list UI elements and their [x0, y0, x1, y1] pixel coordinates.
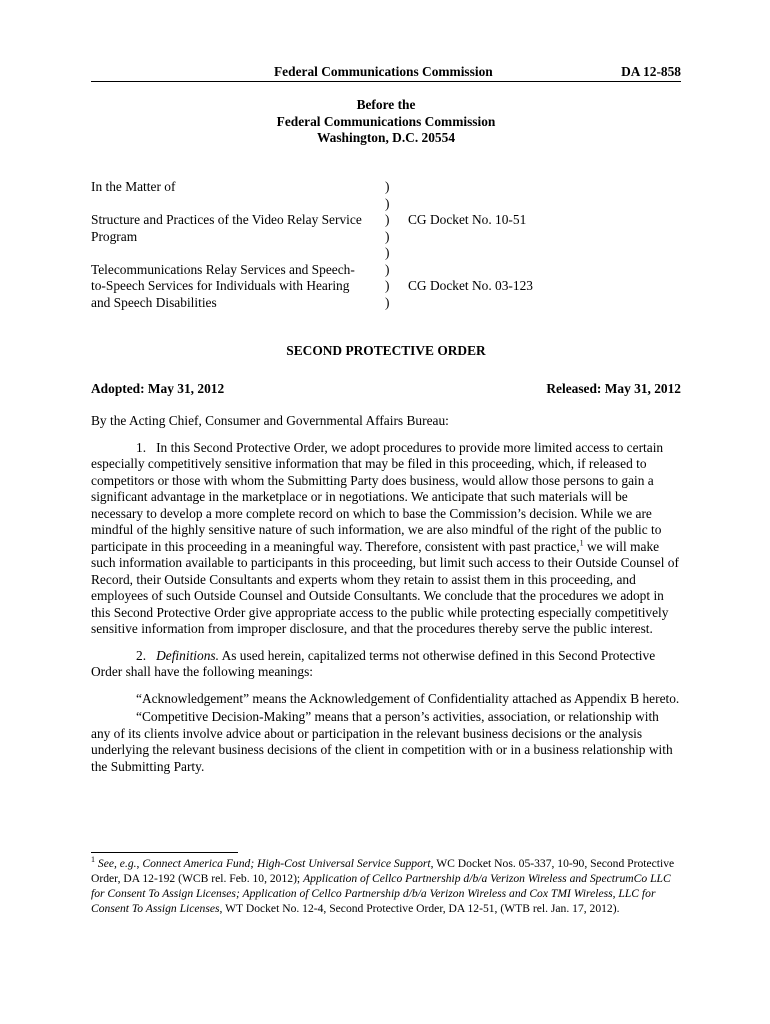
footnote-number: 1: [91, 855, 95, 865]
paragraph-2-text: As used herein, capitalized terms not otherwise defined in this Second Protective Order shall have the following meanings:: [91, 647, 656, 679]
caption-paren: ): [385, 195, 390, 211]
caption-paren: ): [385, 179, 390, 194]
caption-item2-line1: Telecommunications Relay Services and Speech-: [91, 261, 355, 277]
caption-item1-line1: Structure and Practices of the Video Relay Service: [91, 212, 362, 227]
before-line-2: Federal Communications Commission: [276, 113, 496, 129]
order-title: SECOND PROTECTIVE ORDER: [286, 343, 486, 358]
caption-item2-line2: to-Speech Services for Individuals with Hearing: [91, 278, 350, 293]
caption-paren: ): [385, 294, 390, 310]
definition-acknowledgement: “Acknowledgement” means the Acknowledgement of Confidentiality attached as Appendix B hereto.: [136, 690, 680, 706]
footnote-text-2: , WC Docket Nos. 05-337, 10-90, Second Protective Order, DA 12-192 (WCB rel. Feb. 10, 2012);: [91, 857, 675, 885]
dates-line: [91, 381, 681, 398]
caption-paren: ): [385, 228, 390, 244]
paragraph-1-part-b: we will make such information available to participants in this proceeding, but limit such access to their Outside Counsel of Record, their Outside Consultants and experts whom they retain to assist them in this proceeding, and employees of such Outside Counsel and Outside Consultants. We conclude that the procedures we adopt in this Second Protective Order give appropriate access to the public while protecting especially competitively sensitive information from improper disclosure, and that the procedures thereby serve the public interest.: [91, 538, 679, 636]
footnote-text-1: ,: [136, 857, 143, 870]
adopted-date: Adopted: May 31, 2012: [91, 381, 225, 396]
paragraph-1-part-a: 1. In this Second Protective Order, we adopt procedures to provide more limited access to certain especially competitively sensitive information that may be filed in this proceeding, which, if released to competitors or those with whom the Submitting Party does business, would allow those persons to gain a significant advantage in the marketplace or in negotiations. We anticipate that such materials will be necessary to develop a more complete record on which to base the Commission’s decision. While we are mindful of the highly sensitive nature of such information, we are also mindful of the right of the public to participate in this proceeding in a meaningful way. Therefore, consistent with past practice,: [91, 439, 664, 554]
footnote-1: [91, 856, 681, 916]
case-caption: [91, 179, 681, 311]
footnote-reference: 1: [579, 538, 584, 548]
paragraph-2-number: 2.: [136, 647, 157, 663]
caption-paren: ): [385, 212, 390, 227]
footnote-text-3: , WT Docket No. 12-4, Second Protective Order, DA 12-51, (WTB rel. Jan. 17, 2012).: [219, 902, 620, 915]
footnote-italic-2: Connect America Fund; High-Cost Universal Service Support: [142, 857, 431, 870]
caption-item2-line3: and Speech Disabilities: [91, 294, 217, 310]
caption-paren: ): [385, 245, 390, 260]
paragraph-2: [91, 648, 681, 681]
footnote-italic-1: See, e.g.: [97, 857, 137, 870]
footnote-rule: [91, 852, 238, 853]
released-date: Released: May 31, 2012: [546, 381, 681, 396]
order-body: [91, 413, 681, 785]
caption-paren: ): [385, 261, 390, 277]
by-line: By the Acting Chief, Consumer and Governmental Affairs Bureau:: [91, 413, 449, 428]
caption-item2-docket: CG Docket No. 03-123: [408, 278, 533, 293]
caption-item1-line2: Program: [91, 228, 138, 244]
caption-matter: In the Matter of: [91, 179, 176, 194]
header-docket-id: DA 12-858: [621, 64, 681, 79]
before-line-1: Before the: [356, 97, 416, 112]
paragraph-1: [91, 440, 681, 638]
footnote-italic-3: Application of Cellco Partnership d/b/a Verizon Wireless and SpectrumCo LLC for Consent To Assign Licenses; Application of Cellco Partnership d/b/a Verizon Wireless and Cox TMI Wireless, LLC for Consent To Assign Licenses: [91, 872, 671, 915]
header-rule: [91, 81, 681, 82]
before-line-3: Washington, D.C. 20554: [316, 130, 456, 145]
before-block: [91, 97, 681, 147]
paragraph-2-term: Definitions.: [156, 647, 219, 663]
caption-item1-docket: CG Docket No. 10-51: [408, 212, 527, 227]
header-agency: Federal Communications Commission: [274, 64, 493, 79]
definition-competitive-decision-making: “Competitive Decision-Making” means that a person’s activities, association, or relationship with any of its clients involve advice about or participation in the relevant business decisions or the analysis underlying the relevant business decisions of the client in competition with or in a business relationship with the Submitting Party.: [91, 709, 673, 774]
caption-paren: ): [385, 278, 390, 293]
